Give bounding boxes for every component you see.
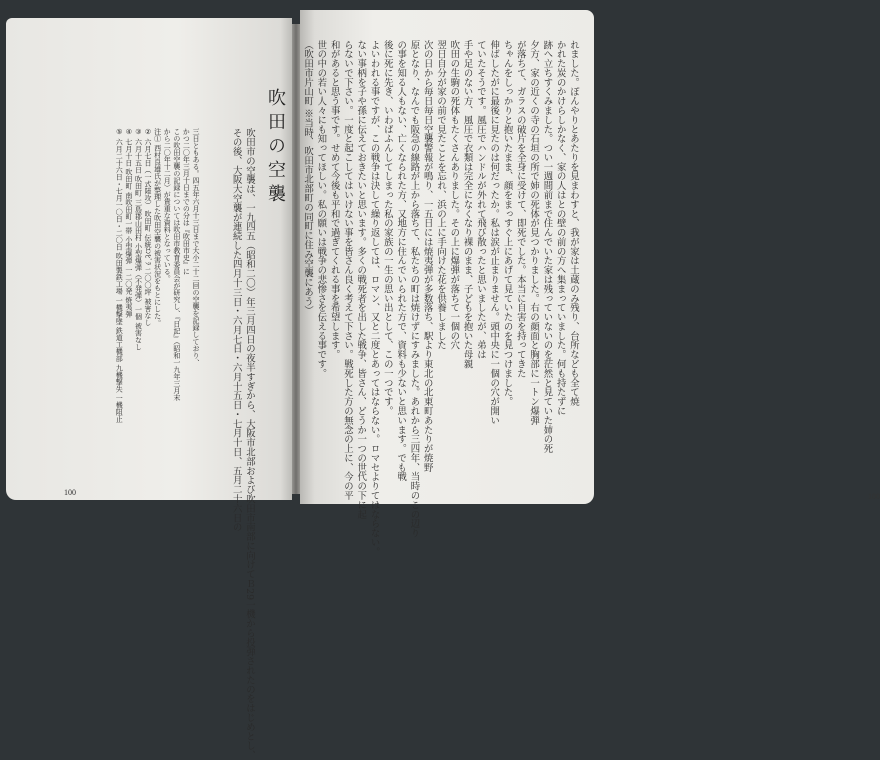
note-line: ② 六月七日（一式陸攻） 吹田町 伝統ｴﾝﾋﾞﾗ 二〇〇坪 被害なし [144, 128, 153, 326]
body-line: 吹田の生駒の死体もたくさんありました。その上に爆弾が落ちて一個の穴 [448, 40, 460, 350]
body-line: 手や足のない方、風圧で衣類は完全になくなり裸のまま、子どもを抱いた母親 [461, 40, 473, 369]
chapter-title: 吹田の空襲 [265, 88, 286, 208]
body-line: 夕方、家の近くの寺の石垣の所で姉の死体が見つかりました。右の顔面と胸部に一トン爆弾 [528, 40, 540, 425]
body-line: 原となり、なんでも阪急の線路が上から落ちて、私たちの町は焼けずにすみました。あれから三四年、当時のこの辺り [408, 40, 420, 538]
page-number: 100 [868, 492, 880, 501]
body-line: 伸ばしたがに最後に見たのは何だったか。私は涙が止まりません。頭中央に一個の穴が開い [488, 40, 500, 425]
body-line: ない事柄を子や孫に伝えておきたいと思います。多くの戦死者を出した戦争、皆さん、どうか一つの世代の下に起 [355, 40, 367, 519]
body-line: （吹田市片山町 ※当時、吹田市北部町の同町に住み空襲にあう） [302, 40, 314, 316]
body-line: の事を知る人もない、亡くなられた方、又地方に住んでいられた方で、資料も少ないと思います。でも戦 [395, 40, 407, 482]
note-line: かつ二〇年三月十日までの分は『吹田市史』に [182, 128, 191, 275]
body-line: 次の日から毎日毎日空襲警報が鳴り、一五日には焼夷弾が多数落ち、駅より東北の北東町あたりが焼野 [421, 40, 433, 472]
body-line: かれた炭のかけらしかなく、家の人はとの壁の前の方へ集まっていました。何も持たずに [554, 40, 566, 416]
left-body-text [216, 128, 256, 760]
body-line: 跡へ立ちすくみました。つい一週間前まで住んでいた家は残っていないのを茫然と見ていた姉の死 [541, 40, 553, 454]
body-line: ちゃんをしっかりと抱いたまま、顔をまっすぐ上にあげて見ていたのを見つけました。 [501, 40, 513, 407]
body-line: れました。ぽんやりとあたりを見まわすと、我が家は土蔵のみ残り、台所なども全て焼 [568, 40, 579, 407]
body-line: 翌日自分が家の前で見たことを忘れ、浜の上に手向けた花を供養しました [435, 40, 447, 350]
note-line: から二〇年十二月）が貴重な資料となっている。 [163, 128, 172, 282]
note-line: 三日ともある。四五年六月十三日まで大小二十二回の空襲を記録しており、 [192, 128, 200, 366]
note-line: 注① 西村良雄氏が整理した吹田空襲の被害状況をもとにした。 [153, 128, 162, 327]
note-line: ⑤ 六月二十六日・七月一〇日・二〇日 吹田製鉄工場 一機撃墜 鉄道工機部 九機撃失 一機阻止 [115, 128, 124, 423]
page-number: 100 [64, 488, 76, 497]
note-line: ④ 七月十日 吹田町 南吹田町一帯 小型爆弾 一二〇発 焼夷弾 [124, 128, 133, 318]
body-line: その後、大阪大空襲が連続した四月十三日・六月七日・六月十五日・七月十日、五月二十六日の [230, 128, 242, 532]
body-line: 世の中の若い人々にも知ってほしい。私の願いは戦争の悲惨さを伝える事です。 [315, 40, 327, 379]
body-line: が落ちて、ガラスの破片を全身に受けて、即死でした。本当に自害を持ってきた [514, 40, 526, 379]
note-line: この吹田空襲の記録については吹田市教育委員会が研究し、『日記』（昭和一九年三月末 [172, 128, 181, 401]
body-line: ていたそうです。風圧でハンドルが外れて飛び散ったと思いましたが、弟は [474, 40, 486, 360]
body-line: 後に死に先き、いわばふんしてしまった私の家族の一生の思い出として、この一つです。 [381, 40, 393, 416]
body-line: 和があると思う事です。せめて今後も平和で過ぎてくれる事を希望します。 [328, 40, 340, 360]
body-line: らないで下さい。一度と起こしてはいけない事を皆さん良く考えて下さい。戦死した方の無念の上に、今の平 [341, 40, 353, 501]
left-page [6, 18, 292, 760]
body-line: 吹田市の空襲は、一九四五（昭和二〇）年三月四日の夜半すぎから、大阪市北部および吹田市南部に向けてＢ29一機から投弾されたのをはじめとし、 [244, 128, 255, 760]
right-page [300, 10, 880, 557]
body-line: よいわれる事ですが、この戦争は決して繰り返しては、ロマン、又と二度とあってはならない。ロマセよりてはならない。 [368, 40, 380, 557]
note-line: ③ 六月十五日 吹田町 三島郡山田村 小型爆弾（不発弾）一個 被害なし [134, 128, 143, 351]
footnotes [104, 128, 200, 478]
right-body-text [302, 40, 580, 557]
